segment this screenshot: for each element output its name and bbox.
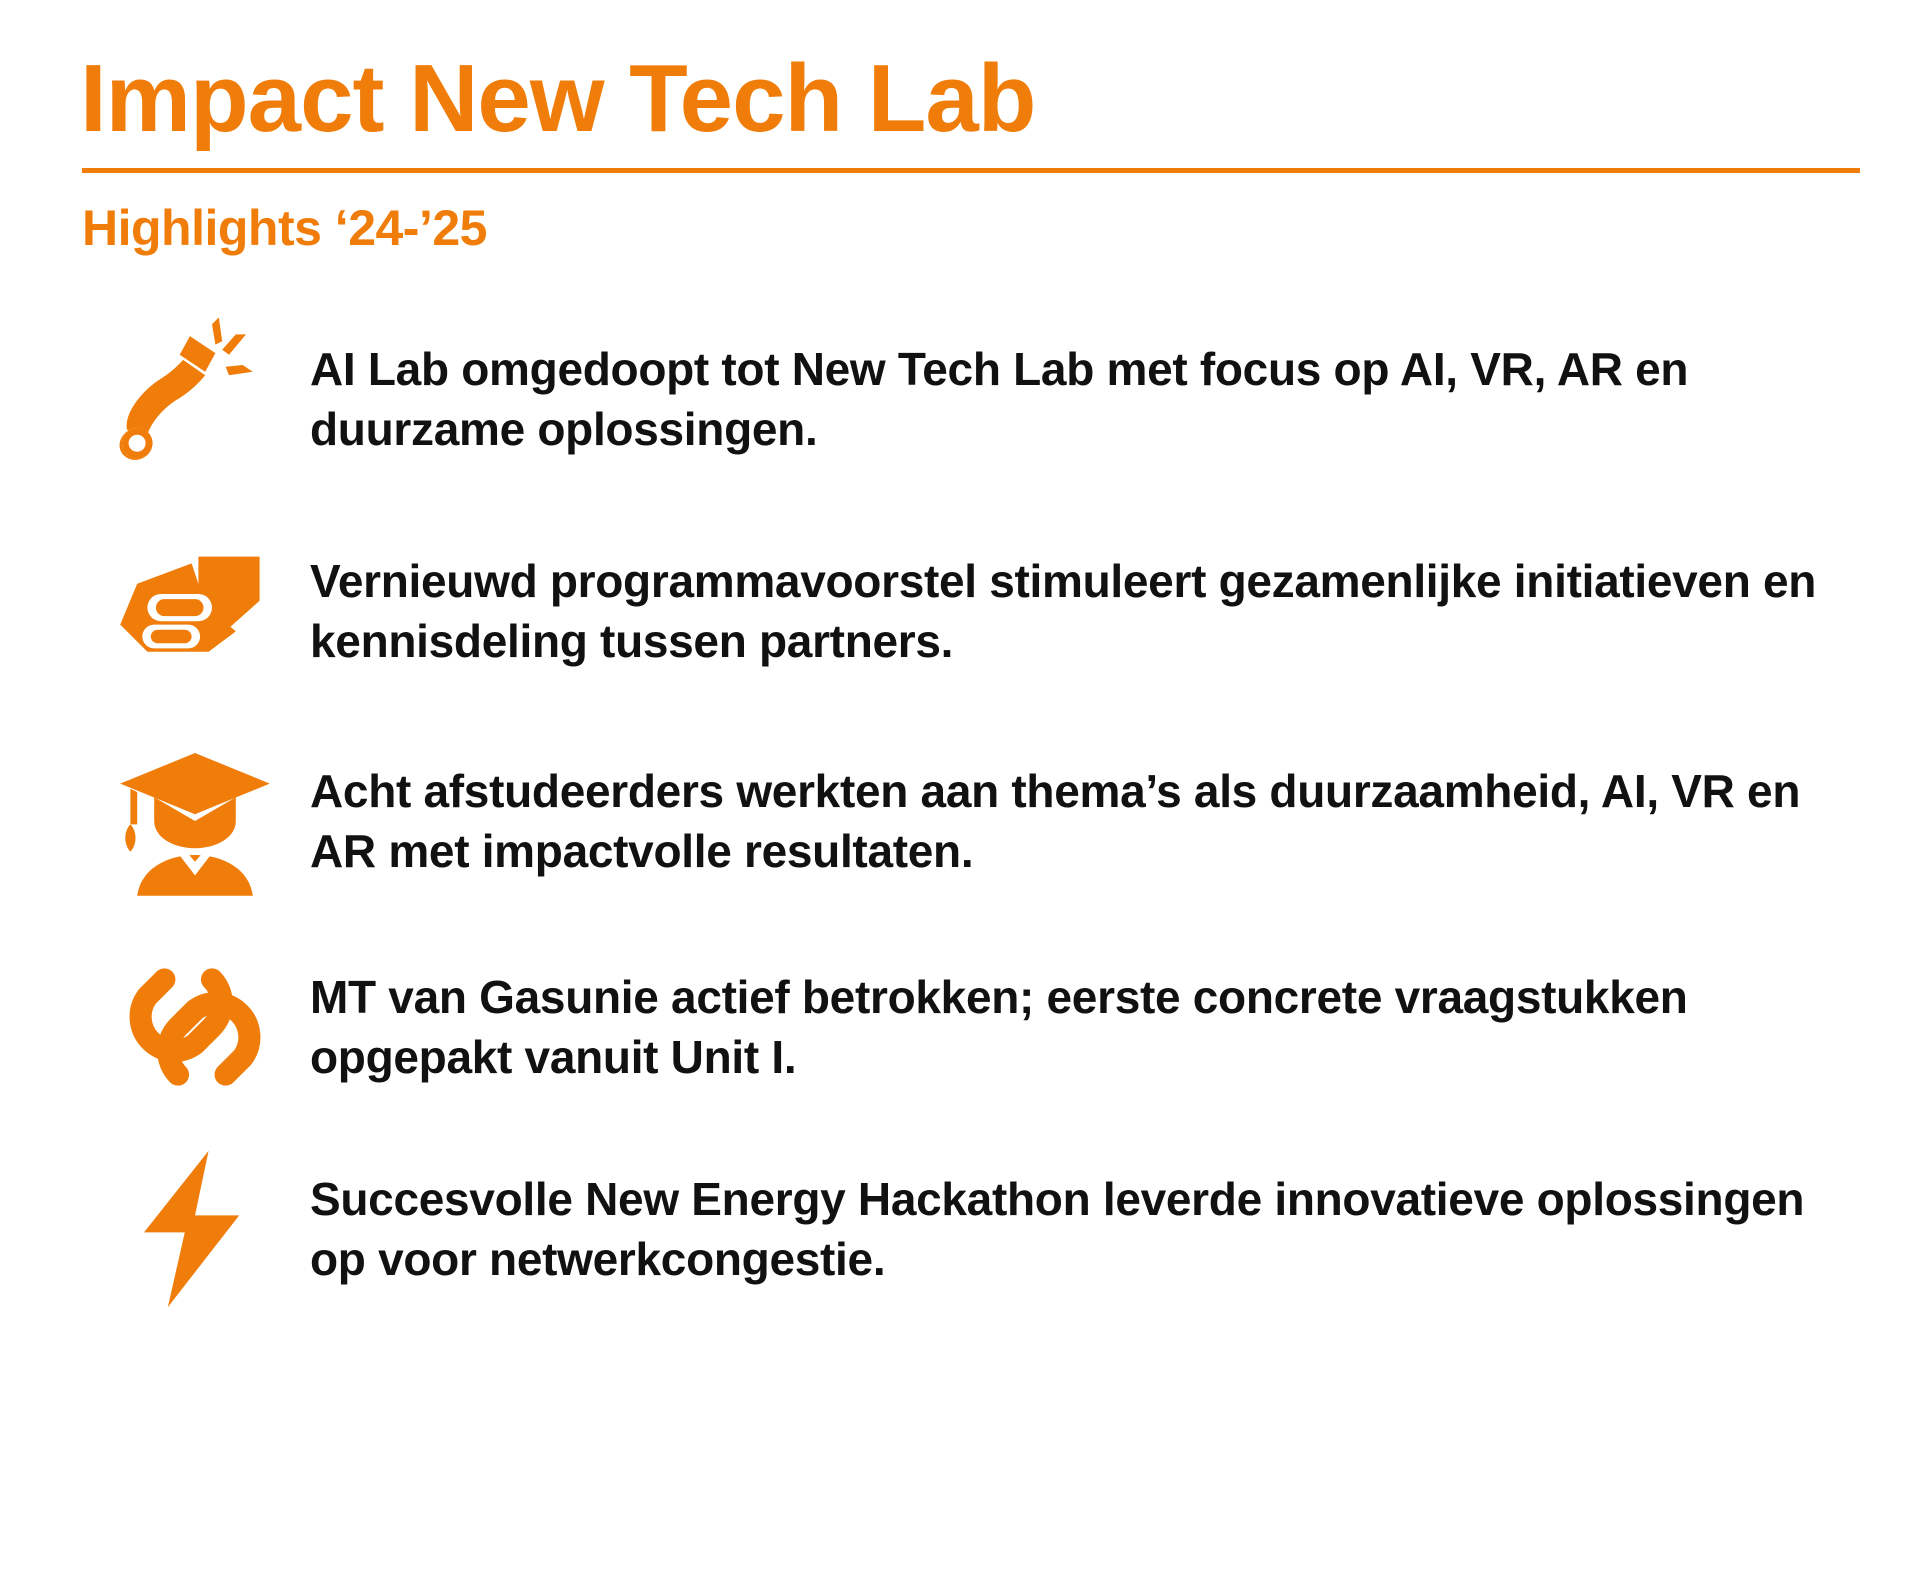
title-divider [82,168,1860,173]
list-item [80,301,1850,497]
lightning-bolt-icon [80,1144,310,1314]
list-item-text: MT van Gasunie actief betrokken; eerste concrete vraagstukken opgepakt vanuit Unit I. [310,970,1688,1084]
list-item-text: Acht afstudeerders werkten aan thema’s als duurzaamheid, AI, VR en AR met impactvolle resultaten. [310,764,1801,878]
chain-link-icon [80,942,310,1112]
list-item [80,1131,1850,1327]
handshake-icon [80,526,310,696]
list-item-text: Vernieuwd programmavoorstel stimuleert gezamenlijke initiatieven en kennisdeling tussen partners. [310,554,1817,668]
highlights-list [80,301,1850,1327]
page-title: Impact New Tech Lab [80,45,1036,152]
subtitle: Highlights ‘24-’25 [82,200,487,257]
graduate-icon [80,736,310,906]
list-item [80,513,1850,709]
list-item [80,723,1850,919]
list-item [80,929,1850,1125]
champagne-bottle-icon [80,314,310,484]
list-item-text: AI Lab omgedoopt tot New Tech Lab met focus op AI, VR, AR en duurzame oplossingen. [310,342,1689,456]
list-item-text: Succesvolle New Energy Hackathon leverde innovatieve oplossingen op voor netwerkcongestie. [310,1172,1805,1286]
